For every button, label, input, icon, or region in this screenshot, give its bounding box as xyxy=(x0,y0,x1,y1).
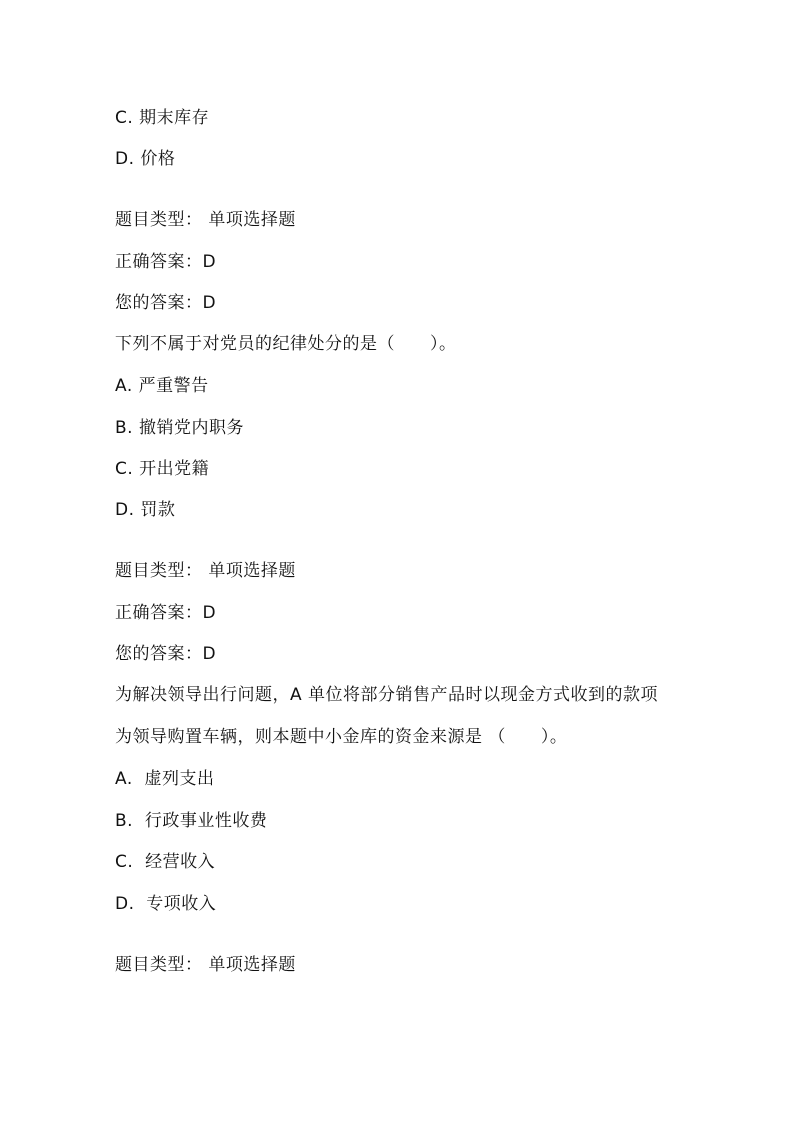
correct-answer: 正确答案：D xyxy=(115,603,217,623)
question-type: 题目类型： 单项选择题 xyxy=(115,955,296,975)
option-c: C. 开出党籍 xyxy=(115,459,210,479)
option-c: C. 经营收入 xyxy=(115,852,216,872)
question-type: 题目类型： 单项选择题 xyxy=(115,561,296,581)
option-d: D. 专项收入 xyxy=(115,894,217,914)
your-answer: 您的答案：D xyxy=(115,644,217,664)
your-answer: 您的答案：D xyxy=(115,293,217,313)
option-d: D. 罚款 xyxy=(115,500,176,520)
question-text-line-1: 为解决领导出行问题，A 单位将部分销售产品时以现金方式收到的款项 xyxy=(115,685,659,705)
option-a: A. 虚列支出 xyxy=(115,769,215,789)
option-b: B. 行政事业性收费 xyxy=(115,811,268,831)
option-a: A. 严重警告 xyxy=(115,376,209,396)
option-c: C. 期末库存 xyxy=(115,108,210,128)
question-text-line-2: 为领导购置车辆，则本题中小金库的资金来源是 （ ）。 xyxy=(115,727,568,747)
correct-answer: 正确答案：D xyxy=(115,252,217,272)
option-d: D. 价格 xyxy=(115,149,176,169)
option-b: B. 撤销党内职务 xyxy=(115,418,244,438)
question-text: 下列不属于对党员的纪律处分的是（ ）。 xyxy=(115,334,457,354)
question-type: 题目类型： 单项选择题 xyxy=(115,210,296,230)
